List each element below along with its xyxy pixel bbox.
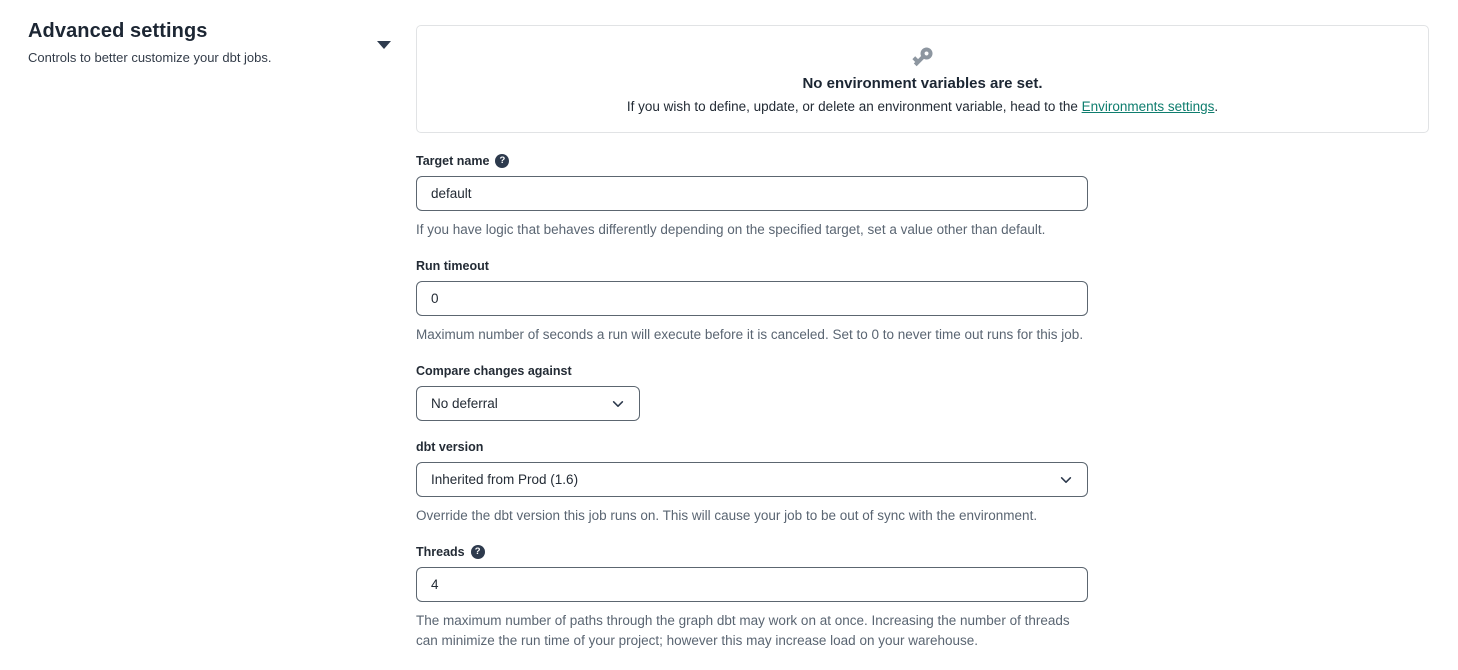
page-subtitle: Controls to better customize your dbt jobs. [28, 50, 272, 65]
help-icon[interactable]: ? [471, 545, 485, 559]
env-card-title: No environment variables are set. [802, 75, 1043, 92]
threads-help: The maximum number of paths through the graph dbt may work on at once. Increasing the number of threads can minimize the run time of your project; however this may increase load on your warehouse. [416, 613, 1070, 648]
dbt-version-group [416, 440, 1088, 526]
dbt-version-select[interactable] [416, 462, 1088, 497]
environment-variables-card [416, 25, 1429, 133]
run-timeout-group [416, 259, 1088, 345]
section-header [28, 20, 368, 65]
target-name-group [416, 154, 1088, 240]
env-message-prefix: If you wish to define, update, or delete an environment variable, head to the [626, 99, 1082, 114]
target-name-help: If you have logic that behaves differently depending on the specified target, set a value other than default. [416, 222, 1046, 237]
target-name-label: Target name [416, 154, 490, 168]
threads-input[interactable] [416, 567, 1088, 602]
page-title: Advanced settings [28, 20, 208, 42]
compare-changes-select[interactable] [416, 386, 640, 421]
env-card-message [627, 99, 1218, 114]
run-timeout-input[interactable] [416, 281, 1088, 316]
run-timeout-label: Run timeout [416, 259, 489, 273]
compare-changes-label: Compare changes against [416, 364, 572, 378]
compare-changes-selected-value: No deferral [431, 396, 498, 411]
compare-changes-group [416, 364, 1088, 421]
env-message-suffix: . [1214, 99, 1219, 114]
threads-group [416, 545, 1088, 651]
chevron-down-icon [611, 397, 625, 411]
chevron-down-icon [1059, 473, 1073, 487]
run-timeout-help: Maximum number of seconds a run will execute before it is canceled. Set to 0 to never time out runs for this job. [416, 327, 1084, 342]
dbt-version-selected-value: Inherited from Prod (1.6) [431, 472, 579, 487]
dbt-version-help: Override the dbt version this job runs on. This will cause your job to be out of sync with the environment. [416, 508, 1038, 523]
key-icon [911, 45, 935, 69]
dbt-version-label: dbt version [416, 440, 484, 454]
help-icon[interactable]: ? [495, 154, 509, 168]
collapse-caret-icon[interactable] [377, 41, 391, 49]
target-name-input[interactable] [416, 176, 1088, 211]
threads-label: Threads [416, 545, 465, 559]
environments-settings-link[interactable]: Environments settings [1081, 99, 1215, 114]
